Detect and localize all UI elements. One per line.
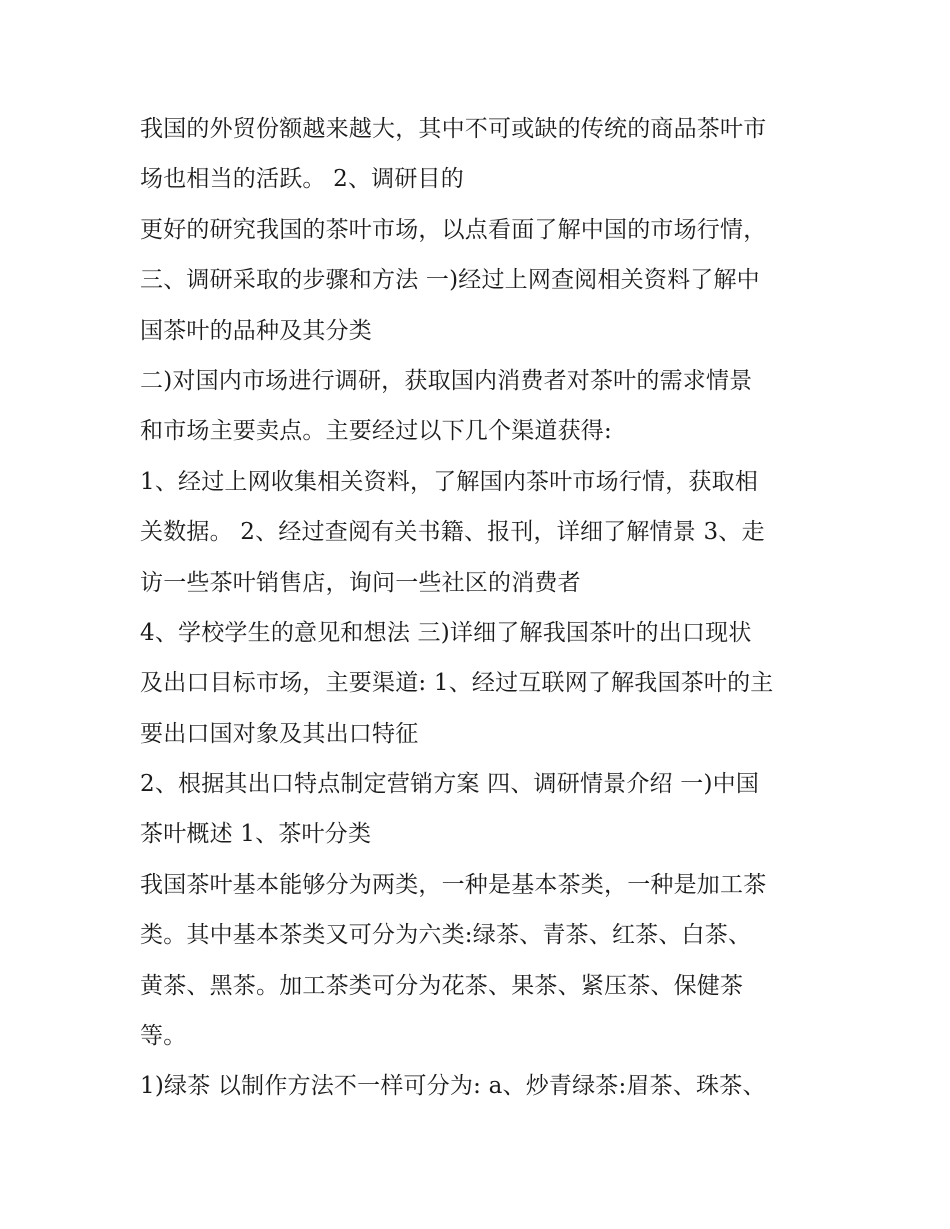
text-line: 类。其中基本茶类又可分为六类:绿茶、青茶、红茶、白茶、 <box>140 922 752 949</box>
text-line: 关数据。 2、经过查阅有关书籍、报刊，详细了解情景 3、走 <box>140 519 765 546</box>
text-line: 国茶叶的品种及其分类 <box>140 317 372 344</box>
text-line: 及出口目标市场，主要渠道: 1、经过互联网了解我国茶叶的主 <box>140 670 774 697</box>
text-line: 等。 <box>140 1023 187 1050</box>
text-line: 访一些茶叶销售店，询问一些社区的消费者 <box>140 569 581 596</box>
text-line: 茶叶概述 1、茶叶分类 <box>140 821 372 848</box>
text-line: 黄茶、黑茶。加工茶类可分为花茶、果茶、紧压茶、保健茶 <box>140 972 744 999</box>
text-line: 1、经过上网收集相关资料，了解国内茶叶市场行情，获取相 <box>140 468 759 495</box>
text-line: 1)绿茶 以制作方法不一样可分为: a、炒青绿茶:眉茶、珠茶、 <box>140 1073 766 1100</box>
text-line: 更好的研究我国的茶叶市场，以点看面了解中国的市场行情， <box>140 216 767 243</box>
text-line: 要出口国对象及其出口特征 <box>140 720 419 747</box>
text-line: 和市场主要卖点。主要经过以下几个渠道获得: <box>140 418 612 445</box>
text-line: 2、根据其出口特点制定营销方案 四、调研情景介绍 一)中国 <box>140 771 760 798</box>
text-line: 我国茶叶基本能够分为两类，一种是基本茶类，一种是加工茶 <box>140 871 767 898</box>
text-line: 三、调研采取的步骤和方法 一)经过上网查阅相关资料了解中 <box>140 267 760 294</box>
text-line: 二)对国内市场进行调研，获取国内消费者对茶叶的需求情景 <box>140 367 753 394</box>
text-line: 我国的外贸份额越来越大，其中不可或缺的传统的商品茶叶市 <box>140 116 767 142</box>
text-line: 场也相当的活跃。 2、调研目的 <box>140 166 464 193</box>
document-body <box>140 104 820 1112</box>
text-line: 4、学校学生的意见和想法 三)详细了解我国茶叶的出口现状 <box>140 619 752 646</box>
